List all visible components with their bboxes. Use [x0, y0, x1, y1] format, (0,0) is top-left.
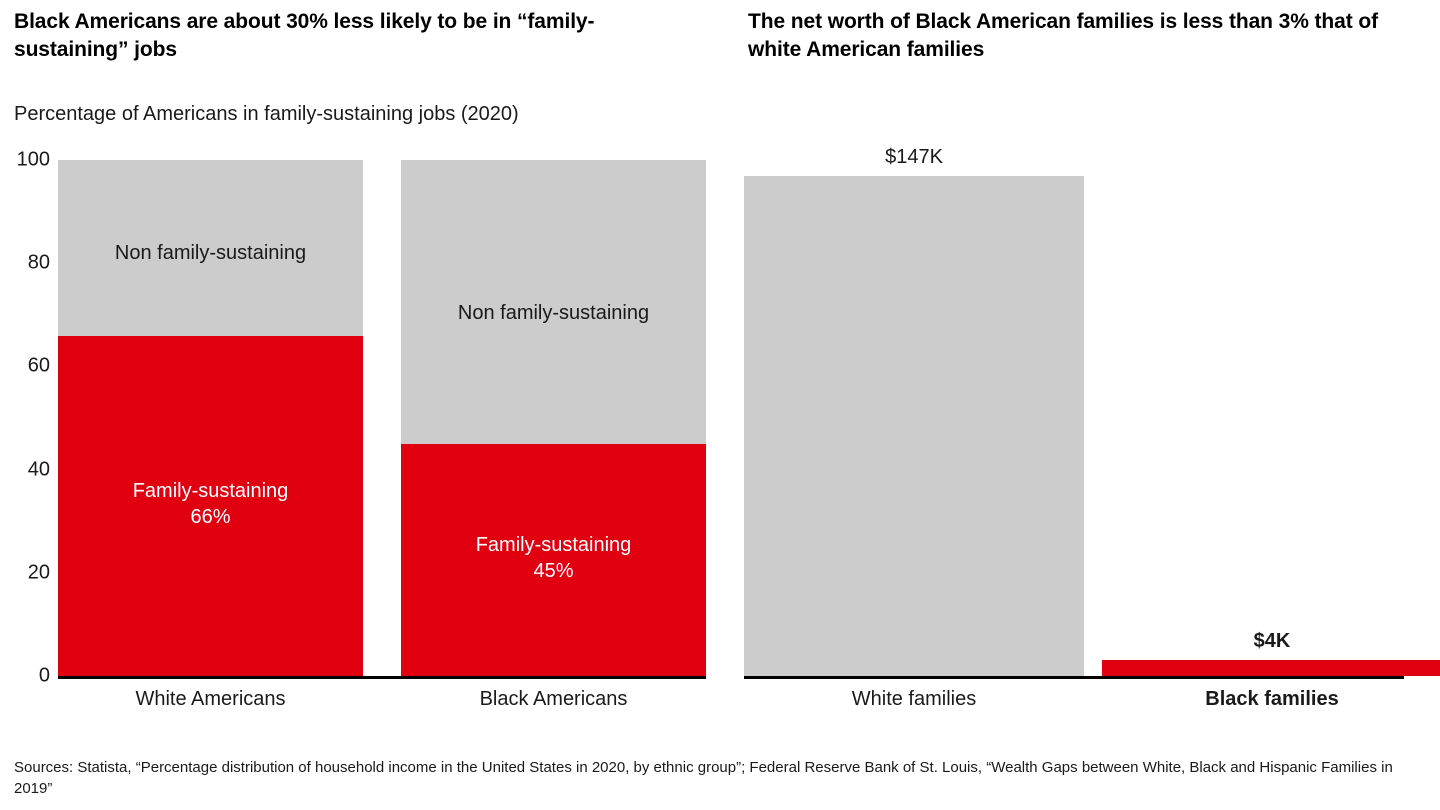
- label-family-sustaining-white: Family-sustaining: [132, 480, 289, 502]
- right-chart-panel: [734, 146, 1424, 720]
- left-chart-title: Black Americans are about 30% less likely to be in “family-sustaining” jobs: [14, 10, 595, 61]
- category-label-white-americans: White Americans: [135, 688, 286, 710]
- left-chart-y-axis: [14, 148, 58, 687]
- bar-fill-black-families: [1102, 660, 1440, 676]
- category-label-black-families: Black families: [1205, 688, 1339, 710]
- label-family-sustaining-black: Family-sustaining: [475, 534, 632, 556]
- left-chart-bars: [58, 160, 706, 676]
- category-label-black-americans: Black Americans: [479, 688, 628, 710]
- y-tick-0: 0: [38, 664, 50, 687]
- y-tick-20: 20: [27, 561, 50, 584]
- value-family-sustaining-white: 66%: [190, 506, 231, 528]
- bar-white-families[interactable]: [744, 146, 1084, 676]
- right-chart-x-axis-line: [744, 676, 1404, 679]
- category-label-white-families: White families: [851, 688, 977, 710]
- left-chart-x-axis-line: [58, 676, 706, 679]
- right-chart-bars: [744, 146, 1404, 676]
- sources-note: Sources: Statista, “Percentage distribution of household income in the United States in 2020, by ethnic group”; Federal Reserve Bank of St. Louis, “Wealth Gaps between White, Black and Hispanic Families in 2019”: [14, 759, 1393, 797]
- bar-fill-white-families: [744, 176, 1084, 676]
- right-chart-plot-area: [734, 146, 1424, 720]
- label-non-family-sustaining-white: Non family-sustaining: [114, 242, 307, 264]
- left-chart-subtitle: Percentage of Americans in family-sustaining jobs (2020): [14, 103, 519, 125]
- bar-black-families[interactable]: [1102, 160, 1440, 676]
- right-chart-title: The net worth of Black American families is less than 3% that of white American families: [748, 10, 1378, 61]
- y-tick-60: 60: [27, 354, 50, 377]
- value-family-sustaining-black: 45%: [533, 560, 574, 582]
- y-tick-40: 40: [27, 458, 50, 481]
- left-chart-plot-area: [14, 148, 714, 720]
- y-tick-100: 100: [16, 148, 50, 171]
- label-non-family-sustaining-black: Non family-sustaining: [457, 302, 650, 324]
- value-label-white-families: $147K: [885, 146, 943, 168]
- value-label-black-families: $4K: [1253, 630, 1291, 652]
- bar-white-americans[interactable]: [58, 160, 363, 676]
- y-tick-80: 80: [27, 251, 50, 274]
- bar-black-americans[interactable]: [401, 160, 706, 676]
- left-chart-panel: [14, 148, 714, 720]
